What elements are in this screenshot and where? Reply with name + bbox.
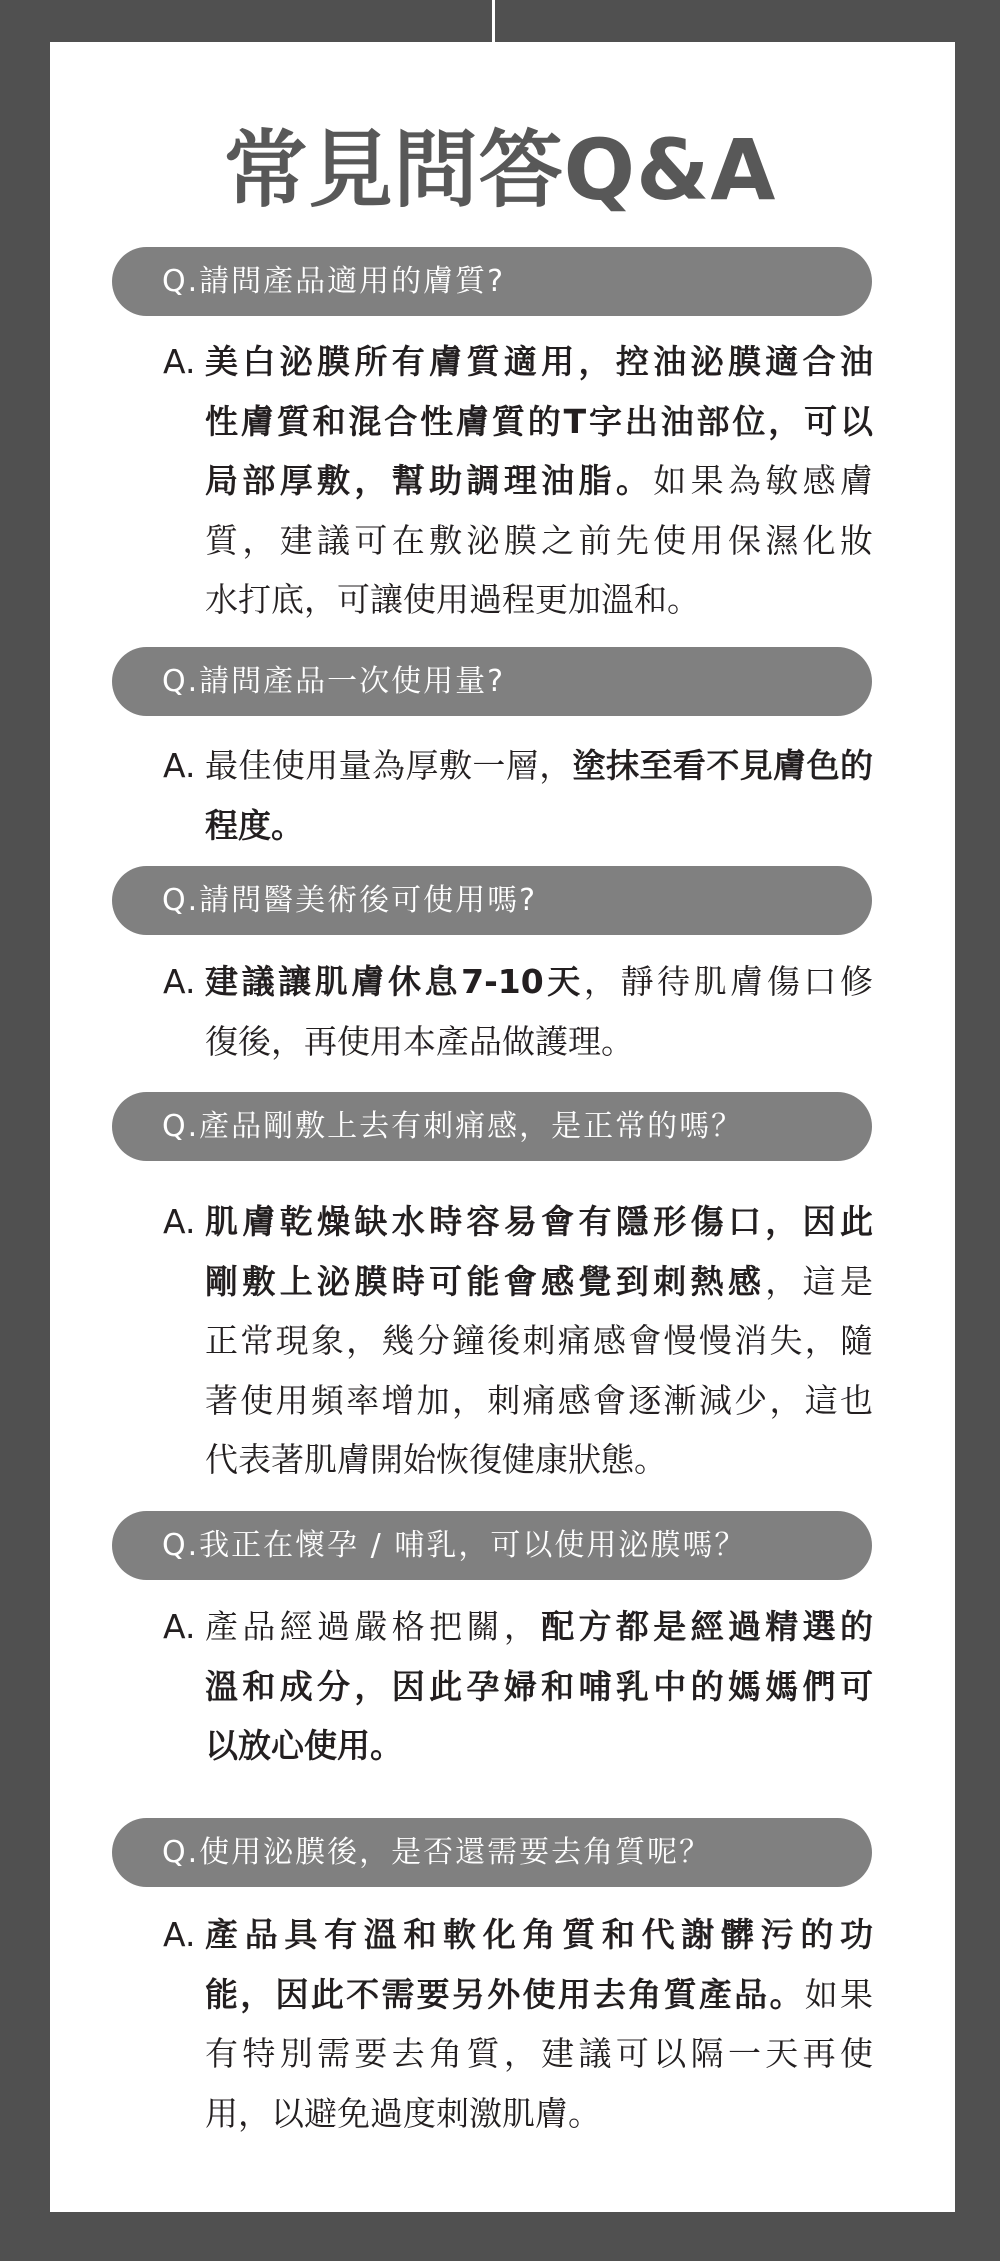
- faq-answer: [163, 332, 873, 630]
- answer-text-bold: 美白泌膜所有膚質適用，控油泌膜適合油: [205, 342, 873, 381]
- answer-prefix: A.: [163, 1202, 196, 1241]
- page-title: 常見問答Q&A: [223, 121, 777, 219]
- answer-text-bold: 性膚質和混合性膚質的T字出油部位，可以: [205, 401, 873, 441]
- answer-line: [205, 1597, 873, 1657]
- answer-text-bold: 以放心使用。: [205, 1726, 403, 1765]
- answer-line: [205, 1192, 873, 1252]
- answer-line: [205, 1716, 873, 1776]
- answer-line: [205, 511, 873, 571]
- answer-text: 正常現象，幾分鐘後刺痛感會慢慢消失，隨: [205, 1321, 873, 1360]
- answer-text-bold: 肌膚乾燥缺水時容易會有隱形傷口，因此: [205, 1202, 873, 1241]
- faq-question: Q.請問產品適用的膚質?: [112, 247, 872, 316]
- answer-line: [205, 451, 873, 511]
- answer-text: 質，建議可在敷泌膜之前先使用保濕化妝: [205, 520, 873, 560]
- answer-text-bold: 產品具有溫和軟化角質和代謝髒污的功: [205, 1915, 873, 1954]
- answer-line: [205, 2084, 873, 2144]
- answer-prefix: A.: [163, 746, 196, 785]
- answer-line: [205, 952, 873, 1012]
- answer-prefix: A.: [163, 962, 196, 1001]
- answer-text: 最佳使用量為厚敷一層，: [205, 746, 573, 785]
- answer-prefix: A.: [163, 342, 196, 381]
- answer-line: [205, 392, 873, 452]
- answer-text-bold: 剛敷上泌膜時可能會感覺到刺熱感: [205, 1261, 766, 1301]
- answer-text: 產品經過嚴格把關，: [205, 1607, 542, 1646]
- answer-line: [205, 1252, 873, 1312]
- faq-answer: [163, 1905, 873, 2143]
- answer-text: 水打底，可讓使用過程更加溫和。: [205, 580, 700, 619]
- answer-line: [205, 796, 873, 856]
- answer-text: 代表著肌膚開始恢復健康狀態。: [205, 1440, 667, 1479]
- faq-question: Q.使用泌膜後，是否還需要去角質呢？: [112, 1818, 872, 1887]
- answer-prefix: A.: [163, 1607, 196, 1646]
- answer-line: [205, 332, 873, 392]
- faq-answer: [163, 952, 873, 1071]
- faq-question: Q.產品剛敷上去有刺痛感，是正常的嗎？: [112, 1092, 872, 1161]
- answer-text: ，這是: [765, 1261, 874, 1301]
- answer-line: [205, 2024, 873, 2084]
- answer-line: [205, 1311, 873, 1371]
- faq-question: Q.請問產品一次使用量?: [112, 647, 872, 716]
- answer-line: [205, 1905, 873, 1965]
- answer-text: 用，以避免過度刺激肌膚。: [205, 2093, 601, 2133]
- faq-answer: [163, 736, 873, 855]
- answer-prefix: A.: [163, 1915, 196, 1954]
- answer-line: [205, 570, 873, 630]
- answer-text-bold: 建議讓肌膚休息7-10天: [205, 962, 584, 1001]
- answer-text-bold: 塗抹至看不見膚色的: [572, 746, 874, 785]
- faq-answer: [163, 1597, 873, 1776]
- answer-line: [205, 1430, 873, 1490]
- answer-text-bold: 能，因此不需要另外使用去角質產品。: [205, 1974, 805, 2014]
- answer-text-bold: 局部厚敷，幫助調理油脂。: [205, 461, 654, 500]
- answer-text: ，靜待肌膚傷口修: [583, 962, 873, 1001]
- answer-line: [205, 1371, 873, 1431]
- answer-text: 如果: [804, 1974, 874, 2014]
- answer-line: [205, 736, 873, 796]
- answer-line: [205, 1965, 873, 2025]
- answer-text-bold: 程度。: [205, 805, 304, 845]
- answer-text-bold: 溫和成分，因此孕婦和哺乳中的媽媽們可: [205, 1666, 873, 1706]
- answer-line: [205, 1657, 873, 1717]
- answer-text: 著使用頻率增加，刺痛感會逐漸減少，這也: [205, 1380, 873, 1420]
- answer-text: 如果為敏感膚: [653, 461, 874, 500]
- faq-question: Q.請問醫美術後可使用嗎?: [112, 866, 872, 935]
- answer-text: 有特別需要去角質，建議可以隔一天再使: [205, 2034, 873, 2073]
- answer-text-bold: 配方都是經過精選的: [541, 1607, 874, 1646]
- answer-line: [205, 1012, 873, 1072]
- answer-text: 復後，再使用本產品做護理。: [205, 1021, 634, 1061]
- faq-answer: [163, 1192, 873, 1490]
- faq-question: Q.我正在懷孕 / 哺乳，可以使用泌膜嗎？: [112, 1511, 872, 1580]
